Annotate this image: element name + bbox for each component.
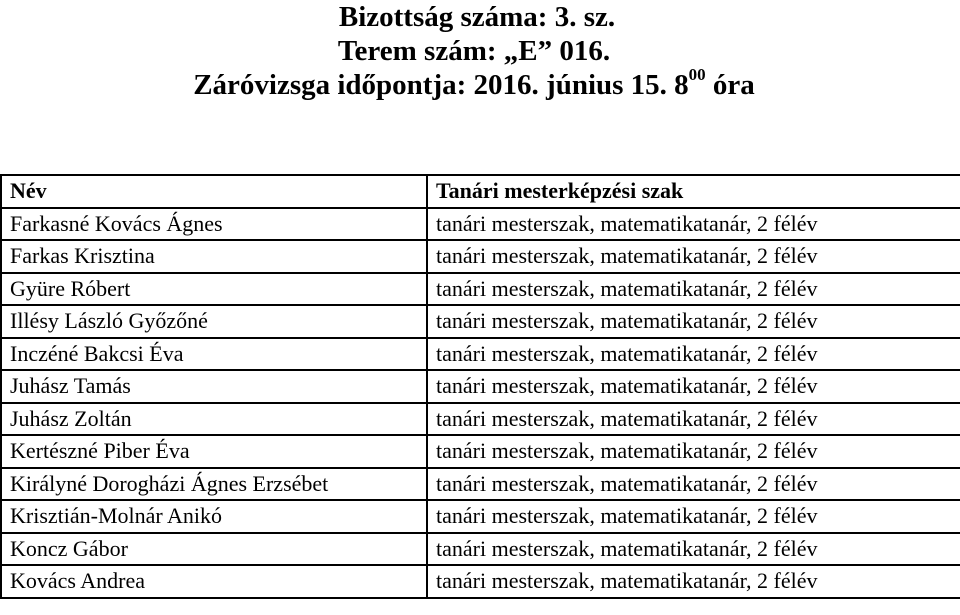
exam-date-text: Záróvizsga időpontja: 2016. június 15. 8 (193, 69, 689, 101)
table-row (1, 273, 960, 306)
student-program: tanári mesterszak, matematikatanár, 2 félév (427, 403, 960, 436)
committee-number: Bizottság száma: 3. sz. (338, 1, 616, 33)
student-name: Inczéné Bakcsi Éva (1, 338, 427, 371)
table-row (1, 565, 960, 598)
student-name: Illésy László Győzőné (1, 305, 427, 338)
table-row (1, 468, 960, 501)
student-name: Királyné Dorogházi Ágnes Erzsébet (1, 468, 427, 501)
student-program: tanári mesterszak, matematikatanár, 2 félév (427, 468, 960, 501)
student-program: tanári mesterszak, matematikatanár, 2 félév (427, 338, 960, 371)
table-row (1, 403, 960, 436)
table-row (1, 435, 960, 468)
room-number: Terem szám: „E” 016. (337, 35, 611, 67)
student-program: tanári mesterszak, matematikatanár, 2 félév (427, 565, 960, 598)
student-name: Gyüre Róbert (1, 273, 427, 306)
exam-date-time (0, 65, 960, 102)
table-row (1, 370, 960, 403)
document-header (0, 0, 960, 102)
student-program: tanári mesterszak, matematikatanár, 2 félév (427, 533, 960, 566)
table-row (1, 208, 960, 241)
student-name: Kertészné Piber Éva (1, 435, 427, 468)
student-table (0, 174, 960, 599)
student-program: tanári mesterszak, matematikatanár, 2 félév (427, 370, 960, 403)
exam-time-unit: óra (705, 69, 755, 101)
column-header-name: Név (1, 175, 427, 208)
student-program: tanári mesterszak, matematikatanár, 2 félév (427, 305, 960, 338)
table-row (1, 240, 960, 273)
table-row (1, 533, 960, 566)
student-name: Kovács Andrea (1, 565, 427, 598)
student-name: Juhász Zoltán (1, 403, 427, 436)
student-program: tanári mesterszak, matematikatanár, 2 félév (427, 240, 960, 273)
table-row (1, 305, 960, 338)
student-program: tanári mesterszak, matematikatanár, 2 félév (427, 500, 960, 533)
table-row (1, 338, 960, 371)
student-program: tanári mesterszak, matematikatanár, 2 félév (427, 273, 960, 306)
student-program: tanári mesterszak, matematikatanár, 2 félév (427, 208, 960, 241)
student-name: Farkasné Kovács Ágnes (1, 208, 427, 241)
student-program: tanári mesterszak, matematikatanár, 2 félév (427, 435, 960, 468)
column-header-program: Tanári mesterképzési szak (427, 175, 960, 208)
student-name: Krisztián-Molnár Anikó (1, 500, 427, 533)
student-name: Farkas Krisztina (1, 240, 427, 273)
table-row (1, 500, 960, 533)
table-header-row (1, 175, 960, 208)
student-name: Juhász Tamás (1, 370, 427, 403)
student-name: Koncz Gábor (1, 533, 427, 566)
exam-time-minutes: 00 (688, 65, 706, 85)
